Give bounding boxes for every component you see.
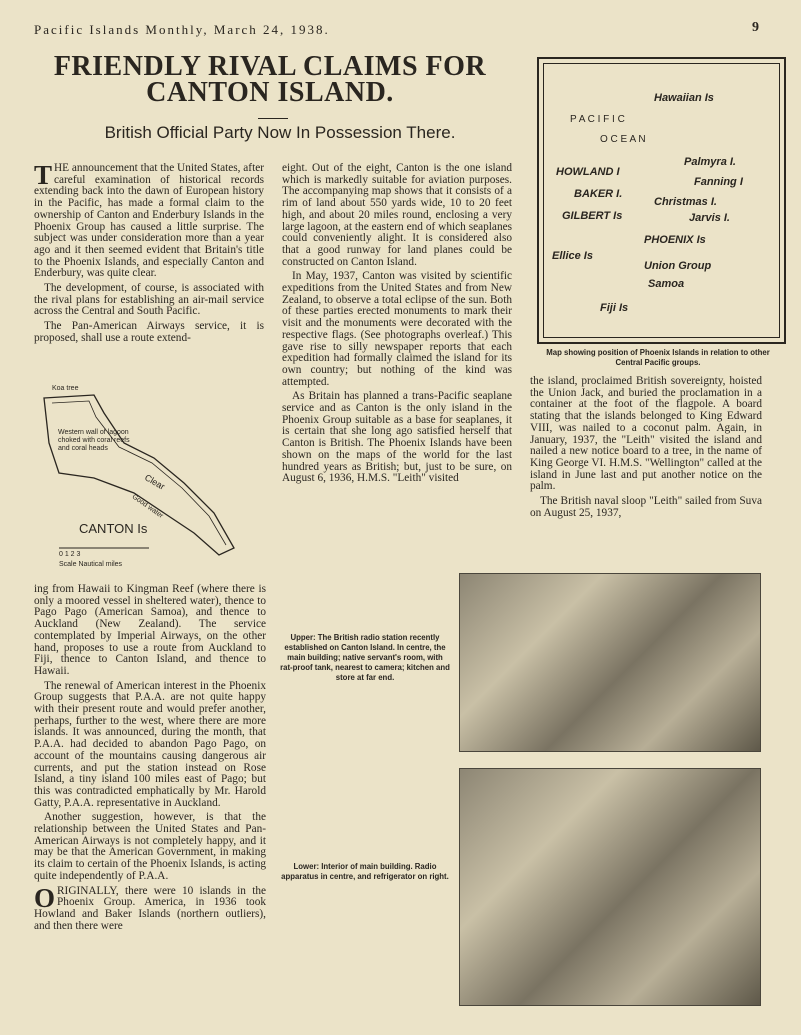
map-label-ellice: Ellice Is [552, 250, 593, 262]
paragraph: The Pan-American Airways service, it is proposed, shall use a route extend- [34, 320, 264, 344]
column-1-top [34, 160, 264, 348]
map-label-howland: HOWLAND I [556, 166, 620, 178]
map-label-fanning: Fanning I [694, 176, 743, 188]
photo-upper-caption: Upper: The British radio station recently established on Canton Island. In centre, the main building; native servant's room, with rat-proof tank, nearest to camera; kitchen and store at far end. [280, 633, 450, 682]
page-number: 9 [752, 20, 759, 35]
map-label-gilbert: GILBERT Is [562, 210, 623, 222]
map-label-union: Union Group [644, 260, 712, 272]
title-rule [258, 118, 288, 119]
column-1-bottom [34, 584, 266, 935]
paragraph: ORIGINALLY, there were 10 islands in the Phoenix Group. America, in 1936 took Howland and Baker Islands (northern outliers), and then there were [34, 882, 266, 932]
map-label-hawaiian: Hawaiian Is [654, 92, 714, 104]
sketch-label-canton: CANTON Is [79, 521, 148, 536]
column-2 [282, 163, 512, 488]
paragraph: eight. Out of the eight, Canton is the one island which is markedly suitable for aviation purposes. The accompanying map shows that it consists of a rim of land about 550 yards wide, 10 to 20 feet high, and about 20 miles round, enclosing a very large lagoon, at the eastern end of which seaplanes could conveniently alight. It is considered also that a good runway for land planes could be constructed on Canton Island. [282, 162, 512, 268]
photo-lower-caption: Lower: Interior of main building. Radio apparatus in centre, and refrigerator on right. [281, 862, 449, 881]
paragraph: The renewal of American interest in the Phoenix Group suggests that P.A.A. are not quite happy with their present route and would prefer another, perhaps, further to the west, where there are more islands. It was announced, during the month, that P.A.A. had decided to abandon Pago Pago, on account of the mountains causing dangerous air currents, and put the station instead on Rose Island, a tiny island 100 miles east of Pago; but this was contradicted emphatically by Mr. Harold Gatty, P.A.A. representative in Auckland. [34, 679, 266, 809]
sketch-label-clear: Clear [142, 472, 167, 492]
sketch-label-water: Good water [130, 493, 165, 520]
paragraph: ing from Hawaii to Kingman Reef (where there is only a moored vessel in sheltered water), thence to Pago Pago (American Samoa), and thence to Auckland (New Zealand). The service contemplated by Imperial Airways, on the other hand, proposes to use a route from Auckland to Fiji, thence to Canton Island, and thence to Hawaii. [34, 583, 266, 677]
sketch-scale-ticks: 0 1 2 3 [59, 551, 81, 558]
title-line-1: FRIENDLY RIVAL CLAIMS FOR [53, 51, 487, 82]
drop-cap: T [34, 160, 53, 190]
map-frame [543, 63, 780, 338]
pacific-map [537, 57, 786, 344]
paragraph: THE announcement that the United States, after careful examination of historical records extending back into the dawn of European history in the Pacific, has made a formal claim to the ownership of Canton and Enderbury Islands in the Phoenix Group has caused a little surprise. The subject was under consideration more than a year ago and it then seemed evident that Britain's title to the Phoenix Islands, and especially Canton and Enderbury, was quite clear. [34, 160, 264, 280]
map-label-ocean: O C E A N [600, 134, 646, 145]
map-caption: Map showing position of Phoenix Islands in relation to other Central Pacific groups. [546, 348, 770, 367]
paragraph: In May, 1937, Canton was visited by scientific expeditions from the United States and from New Zealand, to observe a total eclipse of the sun. Both of these parties erected monuments to mark their visit and the monuments were decorated with the respective flags. (See photographs overleaf.) This gave rise to silly newspaper reports that each expedition had formally claimed the island for its own country; but nothing of the kind was attempted. [282, 270, 512, 388]
map-label-baker: BAKER I. [574, 188, 623, 200]
column-3 [530, 376, 762, 522]
article-subtitle: British Official Party Now In Possession There. [104, 123, 456, 142]
paragraph: As Britain has planned a trans-Pacific seaplane service and as Canton is the only island in the Phoenix Group suitable as a base for seaplanes, it is certain that she long ago satisfied herself that Canton is British. The Phoenix Islands have been shown on the maps of the world for the last hundred years as British; but, just to be sure, on August 6, 1936, H.M.S. "Leith" visited [282, 390, 512, 485]
map-label-phoenix: PHOENIX Is [644, 234, 706, 246]
running-header: Pacific Islands Monthly, March 24, 1938. [34, 22, 330, 37]
sketch-scale-label: Scale Nautical miles [59, 561, 123, 568]
map-label-palmyra: Palmyra I. [684, 156, 736, 168]
map-label-christmas: Christmas I. [654, 196, 717, 208]
sketch-label-western: Western wall of lagoon choked with coral reefs and coral heads [58, 429, 130, 452]
map-label-pacific: P A C I F I C [570, 114, 625, 125]
map-label-fiji: Fiji Is [600, 302, 629, 314]
radio-station-photo [459, 573, 761, 752]
map-label-samoa: Samoa [648, 278, 685, 290]
canton-sketch-map [34, 383, 274, 573]
paragraph: The British naval sloop "Leith" sailed from Suva on August 25, 1937, [530, 495, 762, 519]
drop-cap: O [34, 882, 56, 913]
paragraph: The development, of course, is associated with the rival plans for establishing an air-mail service across the Central and South Pacific. [34, 282, 264, 318]
title-line-2: CANTON ISLAND. [146, 77, 394, 108]
paragraph: the island, proclaimed British sovereignty, hoisted the Union Jack, and buried the proclamation in a container at the foot of the flagpole. A board stating that the islands belonged to King Edward VIII, was nailed to a coconut palm. Again, in January, 1937, the "Leith" visited the island and nailed a new notice board to a tree, in the name of King George VI. H.M.S. "Wellington" called at the island in June last and put another notice on the palm. [530, 375, 762, 493]
map-label-jarvis: Jarvis I. [689, 212, 730, 224]
interior-photo [459, 768, 761, 1006]
paragraph: Another suggestion, however, is that the relationship between the United States and Pan-American Airways is not completely happy, and it may be that the American Government, in making its claim to certain of the Phoenix Islands, is acting quite independently of P.A.A. [34, 811, 266, 882]
article-title [20, 51, 520, 108]
sketch-label-koa: Koa tree [52, 385, 79, 392]
